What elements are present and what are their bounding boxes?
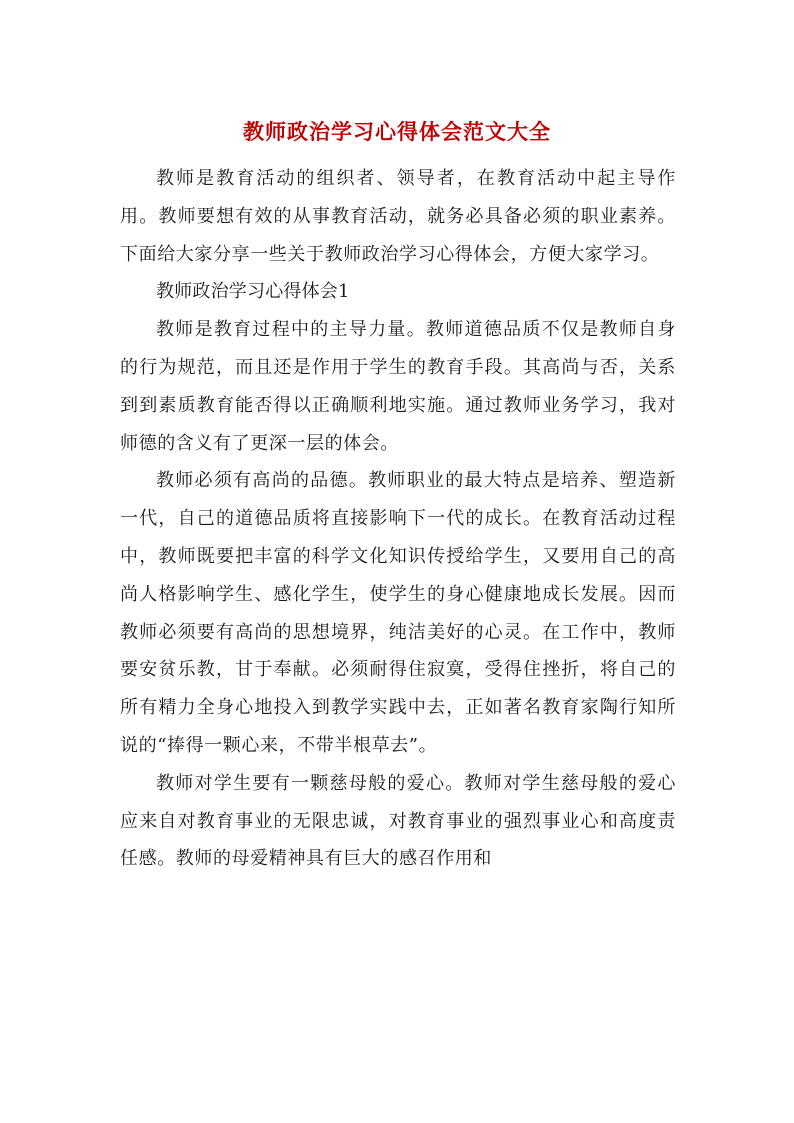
document-title: 教师政治学习心得体会范文大全: [243, 119, 551, 145]
body-paragraph-3: 教师对学生要有一颗慈母般的爱心。教师对学生慈母般的爱心应来自对教育事业的无限忠诚，对教育事业的强烈事业心和高度责任感。教师的母爱精神具有巨大的感召作用和: [120, 772, 676, 870]
section-heading-1: 教师政治学习心得体会1: [156, 281, 350, 303]
intro-paragraph: 教师是教育活动的组织者、领导者，在教育活动中起主导作用。教师要想有效的从事教育活动，就务必具备必须的职业素养。下面给大家分享一些关于教师政治学习心得体会，方便大家学习。: [120, 168, 676, 265]
body-paragraph-2: 教师必须有高尚的品德。教师职业的最大特点是培养、塑造新一代，自己的道德品质将直接影响下一代的成长。在教育活动过程中，教师既要把丰富的科学文化知识传授给学生，又要用自己的高尚人格影响学生、感化学生，使学生的身心健康地成长发展。因而教师必须要有高尚的思想境界，纯洁美好的心灵。在工作中，教师要安贫乐教，甘于奉献。必须耐得住寂寞，受得住挫折，将自己的所有精力全身心地投入到教学实践中去，正如著名教育家陶行知所说的“捧得一颗心来，不带半根草去”。: [120, 470, 676, 756]
document-body: [120, 160, 676, 878]
body-paragraph-1: 教师是教育过程中的主导力量。教师道德品质不仅是教师自身的行为规范，而且还是作用于学生的教育手段。其高尚与否，关系到到素质教育能否得以正确顺利地实施。通过教师业务学习，我对师德的含义有了更深一层的体会。: [120, 319, 676, 454]
